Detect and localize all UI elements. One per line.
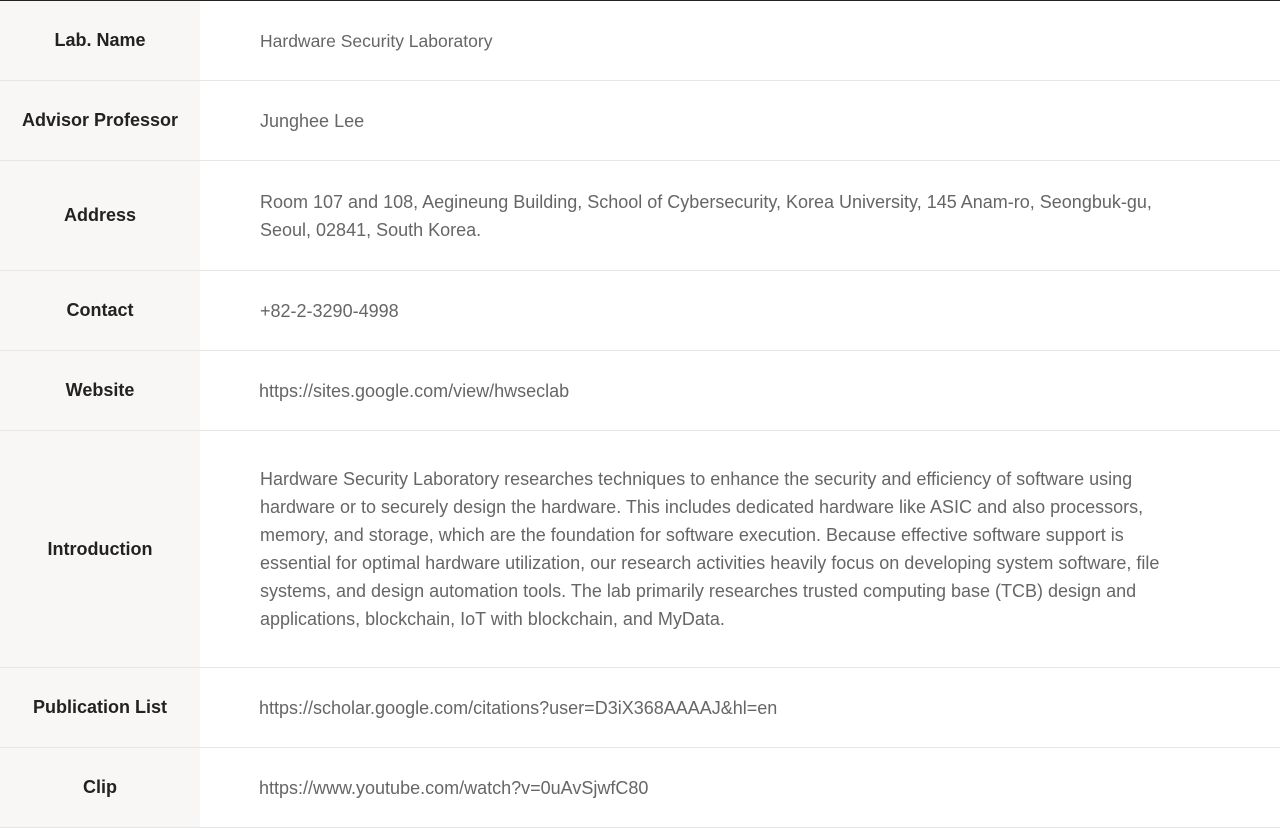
contact-label: Contact [0, 271, 200, 350]
row-contact [0, 271, 1280, 351]
lab-name-label: Lab. Name [0, 1, 200, 80]
address-value: Room 107 and 108, Aegineung Building, School of Cybersecurity, Korea University, 145 Anam-ro, Seongbuk-gu, Seoul, 02841, South Korea. [260, 191, 1152, 240]
row-address [0, 161, 1280, 271]
website-link[interactable]: https://sites.google.com/view/hwseclab [259, 380, 570, 401]
address-label: Address [0, 161, 200, 270]
contact-value: +82-2-3290-4998 [260, 300, 399, 321]
clip-value [200, 748, 1280, 827]
website-value [200, 351, 1280, 430]
introduction-label: Introduction [0, 431, 200, 667]
clip-link[interactable]: https://www.youtube.com/watch?v=0uAvSjwfC80 [259, 777, 649, 798]
row-clip [0, 748, 1280, 828]
clip-label: Clip [0, 748, 200, 827]
publication-list-link[interactable]: https://scholar.google.com/citations?user=D3iX368AAAAJ&hl=en [259, 697, 778, 718]
introduction-value: Hardware Security Laboratory researches techniques to enhance the security and efficiency of software using hardware or to securely design the hardware. This includes dedicated hardware like ASIC and also processors, memory, and storage, which are the foundation for software execution. Because effective software support is essential for optimal hardware utilization, our research activities heavily focus on developing system software, file systems, and design automation tools. The lab primarily researches trusted computing base (TCB) design and applications, blockchain, IoT with blockchain, and MyData. [260, 469, 1160, 629]
advisor-label: Advisor Professor [0, 81, 200, 160]
row-publication-list [0, 668, 1280, 748]
advisor-value: Junghee Lee [260, 110, 365, 131]
lab-name-value: Hardware Security Laboratory [260, 30, 493, 51]
publication-list-label: Publication List [0, 668, 200, 747]
row-website [0, 351, 1280, 431]
publication-list-value [200, 668, 1280, 747]
row-advisor [0, 81, 1280, 161]
row-lab-name [0, 1, 1280, 81]
row-introduction [0, 431, 1280, 668]
website-label: Website [0, 351, 200, 430]
